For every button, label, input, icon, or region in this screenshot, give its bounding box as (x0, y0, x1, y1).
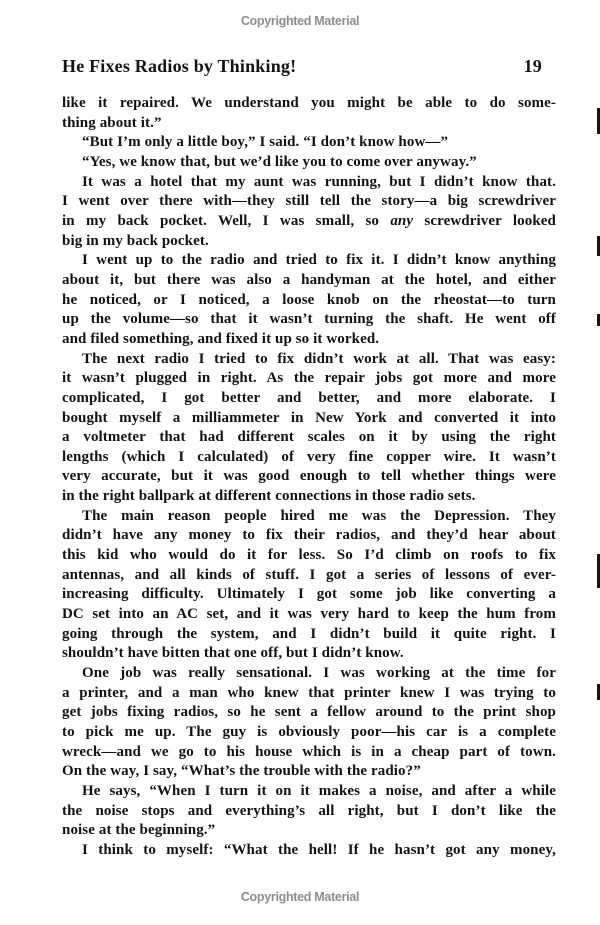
text-line: about it, but there was also a handyman at the hotel, and either (62, 271, 556, 288)
text-line: this kid who would do it for less. So I’d climb on roofs to fix (62, 547, 556, 564)
text-line: a printer, and a man who knew that printer knew I was trying to (62, 684, 556, 701)
running-header (62, 56, 542, 77)
copyright-notice-bottom: Copyrighted Material (240, 890, 360, 904)
text-line: wreck—and we go to his house which is in a cheap part of town. (62, 743, 556, 760)
text-line: I went over there with—they still tell the story—a big screwdriver (62, 193, 556, 210)
text-line: On the way, I say, “What’s the trouble with the radio?” (62, 763, 421, 780)
text-line: bought myself a milliammeter in New York and converted it into (62, 409, 556, 426)
text-line: I went up to the radio and tried to fix it. I didn’t know anything (82, 252, 556, 269)
page-number: 19 (523, 56, 542, 76)
text-line: I think to myself: “What the hell! If he hasn’t got any money, (82, 841, 556, 858)
text-line: in the right ballpark at different connections in those radio sets. (62, 488, 476, 505)
text-line: up the volume—so that it wasn’t turning the shaft. He went off (62, 311, 556, 328)
text-line: DC set into an AC set, and it was very hard to keep the hum from (62, 606, 556, 623)
text-line: antennas, and all kinds of stuff. I got a series of lessons of ever- (62, 566, 556, 583)
copyright-notice-top: Copyrighted Material (240, 14, 360, 28)
text-line: The next radio I tried to fix didn’t work at all. That was easy: (82, 350, 556, 367)
text-line: increasing difficulty. Ultimately I got some job like converting a (62, 586, 556, 603)
text-line: big in my back pocket. (62, 232, 209, 249)
text-line: One job was really sensational. I was working at the time for (82, 665, 556, 682)
text-line: and filed something, and fixed it up so it worked. (62, 330, 380, 347)
text-line: shouldn’t have bitten that one off, but I didn’t know. (62, 645, 404, 662)
text-line: complicated, I got better and better, and more elaborate. I (62, 389, 556, 406)
text-line: noise at the beginning.” (62, 822, 216, 839)
text-line: the noise stops and everything’s all right, but I don’t like the (62, 802, 556, 819)
body-text (62, 94, 556, 861)
text-line: going through the system, and I didn’t build it quite right. I (62, 625, 556, 642)
text-line: a voltmeter that had different scales on it by using the right (62, 429, 556, 446)
text-line: “But I’m only a little boy,” I said. “I don’t know how—” (82, 134, 449, 151)
text-line: thing about it.” (62, 114, 162, 131)
text-line: didn’t have any money to fix their radios, and they’d hear about (62, 527, 556, 544)
chapter-title: He Fixes Radios by Thinking! (62, 56, 297, 76)
text-line: The main reason people hired me was the Depression. They (82, 507, 556, 524)
text-line: in my back pocket. Well, I was small, so any screwdriver looked (62, 212, 556, 229)
text-line: very accurate, but it was good enough to tell whether things were (62, 468, 556, 485)
text-line: to pick me up. The guy is obviously poor—his car is a complete (62, 724, 556, 740)
text-line: he noticed, or I noticed, a loose knob on the rheostat—to turn (62, 291, 556, 308)
text-line: like it repaired. We understand you might be able to do some- (62, 95, 556, 111)
text-line: It was a hotel that my aunt was running, but I didn’t know that. (82, 173, 556, 190)
text-line: lengths (which I calculated) of very fine copper wire. It wasn’t (62, 448, 556, 465)
text-line: He says, “When I turn it on it makes a noise, and after a while (82, 782, 556, 799)
text-line: it wasn’t plugged in right. As the repair jobs got more and more (62, 370, 556, 387)
text-line: get jobs fixing radios, so he sent a fellow around to the print shop (62, 704, 556, 721)
text-line: “Yes, we know that, but we’d like you to come over anyway.” (82, 153, 477, 170)
